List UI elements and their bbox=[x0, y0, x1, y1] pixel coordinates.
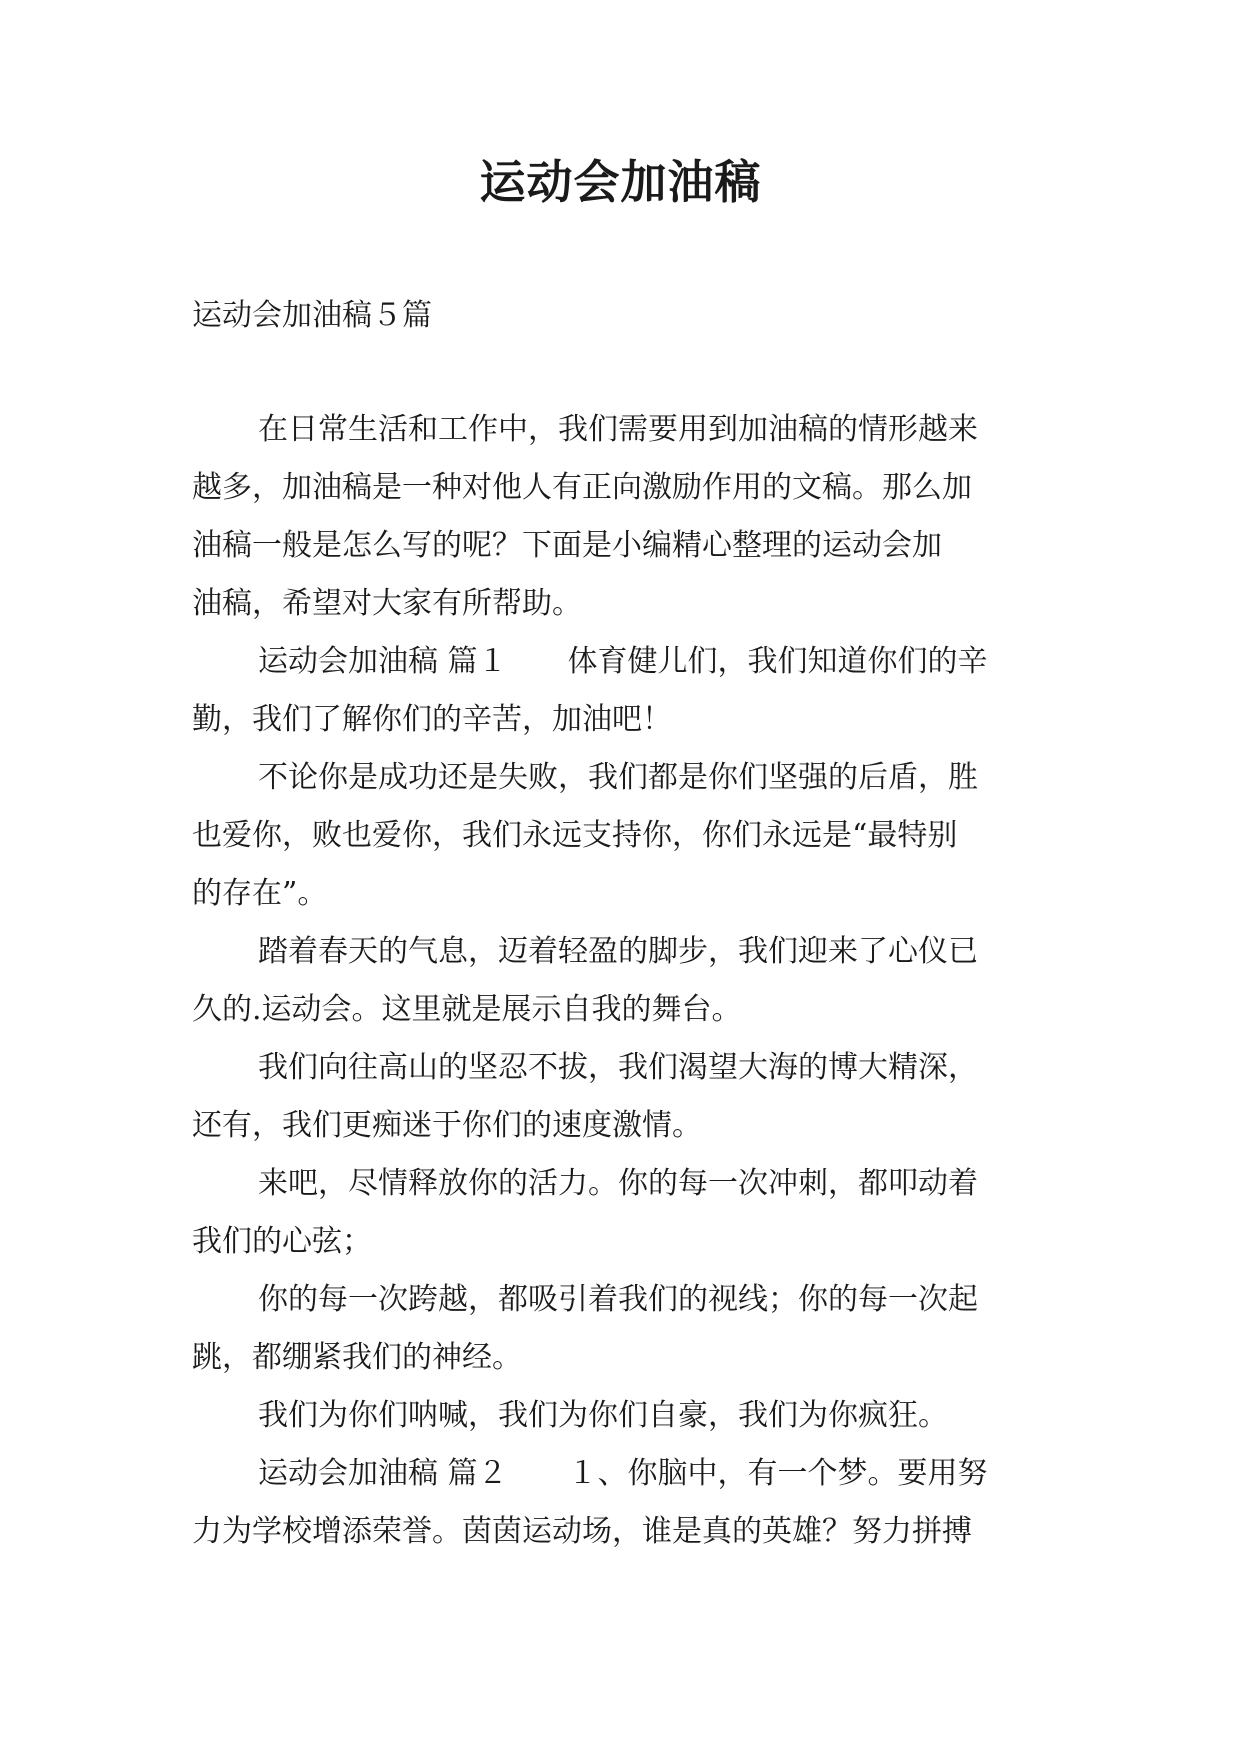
text-line: 久的.运动会。这里就是展示自我的舞台。 bbox=[192, 992, 742, 1027]
text-line: 运动会加油稿 篇２ １、你脑中，有一个梦。要用努 bbox=[258, 1456, 988, 1491]
text-line: 不论你是成功还是失败，我们都是你们坚强的后盾，胜 bbox=[258, 760, 978, 795]
text-line: 的存在”。 bbox=[192, 876, 328, 911]
text-line: 踏着春天的气息，迈着轻盈的脚步，我们迎来了心仪已 bbox=[258, 934, 978, 969]
text-line: 油稿，希望对大家有所帮助。 bbox=[192, 586, 582, 621]
text-line: 还有，我们更痴迷于你们的速度激情。 bbox=[192, 1108, 702, 1143]
text-line: 我们向往高山的坚忍不拔，我们渴望大海的博大精深， bbox=[258, 1050, 978, 1085]
text-line: 勤，我们了解你们的辛苦，加油吧！ bbox=[192, 702, 672, 737]
text-line: 你的每一次跨越，都吸引着我们的视线；你的每一次起 bbox=[258, 1282, 978, 1317]
text-line: 跳，都绷紧我们的神经。 bbox=[192, 1340, 522, 1375]
document-subtitle: 运动会加油稿５篇 bbox=[192, 298, 432, 333]
text-line: 力为学校增添荣誉。茵茵运动场，谁是真的英雄？努力拼搏 bbox=[192, 1514, 972, 1549]
text-line: 运动会加油稿 篇１ 体育健儿们，我们知道你们的辛 bbox=[258, 644, 988, 679]
text-line: 来吧，尽情释放你的活力。你的每一次冲刺，都叩动着 bbox=[258, 1166, 978, 1201]
text-line: 在日常生活和工作中，我们需要用到加油稿的情形越来 bbox=[258, 412, 978, 447]
text-line: 我们的心弦； bbox=[192, 1224, 372, 1259]
text-line: 越多，加油稿是一种对他人有正向激励作用的文稿。那么加 bbox=[192, 470, 972, 505]
document-title: 运动会加油稿 bbox=[479, 155, 762, 209]
text-line: 我们为你们呐喊，我们为你们自豪，我们为你疯狂。 bbox=[258, 1398, 948, 1433]
text-line: 油稿一般是怎么写的呢？下面是小编精心整理的运动会加 bbox=[192, 528, 942, 563]
text-line: 也爱你，败也爱你，我们永远支持你，你们永远是“最特别 bbox=[192, 818, 958, 853]
